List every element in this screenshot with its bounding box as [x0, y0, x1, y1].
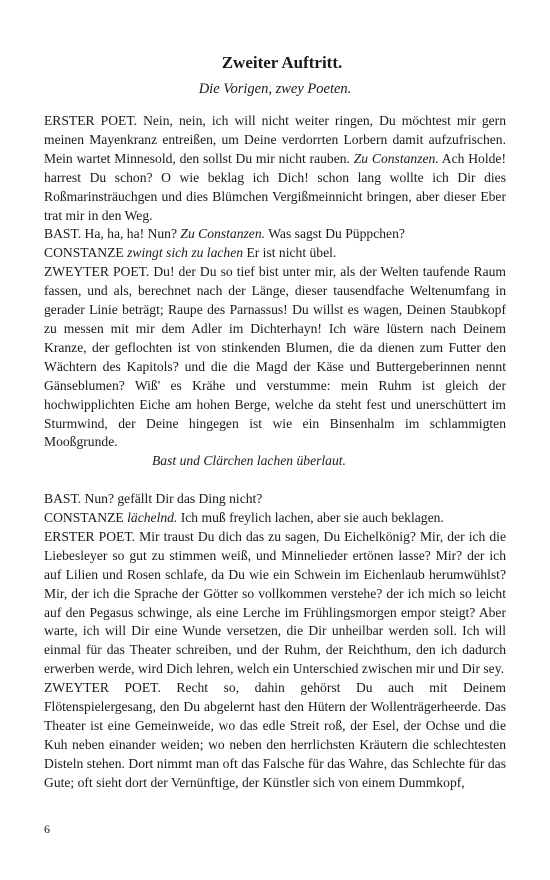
speech-bast-2: BAST. Nun? gefällt Dir das Ding nicht? [44, 491, 263, 507]
scene-subtitle: Die Vorigen, zwey Poeten. [198, 81, 352, 97]
scene-title: Zweiter Auftritt. [221, 53, 343, 72]
speech-bast-1: BAST. Ha, ha, ha! Nun? Zu Constanzen. Was sagst Du Püppchen? [44, 226, 405, 242]
speech-erster-poet-1: ERSTER POET. Nein, nein, ich will nicht weiter ringen, Du möchtest mir gern meinen Mayenkranz entreißen, um Deine verdorrten Lorbern damit aufzufrischen. Mein wartet Minnesold, den sollst Du mir nicht rauben. Zu Constanzen. Ach Holde! harrest Du schon? O wie beklag ich Dich! schon lang wollte ich Dir dies Roßmarinsträuchgen und dies Blümchen Vergißmeinnicht bringen, aber dieser Eber trat mir in den Weg. [44, 113, 506, 223]
paragraph-gap [44, 471, 506, 490]
stage-direction: Zu Constanzen. [180, 226, 266, 242]
page-number: 6 [44, 822, 50, 836]
stage-direction: zwingt sich zu lachen [127, 245, 244, 261]
speech-constanze-2: CONSTANZE lächelnd. Ich muß freylich lachen, aber sie auch beklagen. [44, 510, 444, 526]
speech-zweyter-poet-1: ZWEYTER POET. Du! der Du so tief bist unter mir, als der Welten taufende Raum fassen, und als, berechnet nach der Länge, dieser tausendfache Weltenumfang in gerader Linie beträgt; Raupe des Parnassus! Du willst es wagen, Deinen Staubkopf zu messen mit mir dem Adler im Dichterhayn! Ich wäre lüstern nach Deinem Kranze, der geflochten ist von stinkenden Blumen, die da dienen zum Futter den Wächtern des Kapitols? und die die Magd der Käse und Buttergeberinnen nennt Gänseblumen? Wiß' es Krähe und verstumme: mein Ruhm ist gleich der hochwipplichten Eiche am hohen Berge, welche da steht fest und unerschüttert im Sturmwind, der Deine hingegen ist wie ein Binsenhalm im schlammigten Mooßgrunde. [44, 264, 506, 450]
speech-erster-poet-2: ERSTER POET. Mir traust Du dich das zu sagen, Du Eichelkönig? Mir, der ich die Liebesleyer so gut zu stimmen weiß, und Minnelieder ertönen lasse? Mir? der ich auf Lilien und Rosen schlafe, da Du wie ein Schwein im Eichenlaub herumwühlst? Mir, der ich die Sprache der Götter so vollkommen verstehe? der ich mich so leicht auf den Pegasus schwinge, als eine Lerche im Frühlingsmorgen empor steigt? Aber warte, ich will Dir eine Wunde versetzen, die Dir unheilbar werden soll. Ich will einmal für das Theater schreiben, und der Ruhm, der Reichthum, den ich dadurch erwerben werde, wird Dich lehren, welch ein Unterschied zwischen mir und Dir sey. [44, 528, 506, 677]
stage-direction: Zu Constanzen. [353, 150, 439, 166]
stage-direction-laugh: Bast und Clärchen lachen überlaut. [152, 453, 346, 469]
play-text [44, 112, 506, 793]
speech-zweyter-poet-2: ZWEYTER POET. Recht so, dahin gehörst Du auch mit Deinem Flötenspielergesang, den Du abgelernt hast den Hütern der Wollenträgerheerde. Das Theater ist eine Gemeinweide, wo das edle Streit roß, der Esel, der Ochse und die Kuh neben einander weiden; wo neben den herrlichsten Kräutern die schlechtesten Disteln stehen. Dort nimmt man oft das Falsche für das Wahre, das Schlechte für das Gute; oft sieht dort der Vernünftige, der Künstler sich von einem Dummkopf, [44, 680, 506, 790]
book-page [44, 52, 506, 793]
speech-constanze-1: CONSTANZE zwingt sich zu lachen Er ist nicht übel. [44, 245, 337, 261]
stage-direction: lächelnd. [127, 510, 178, 526]
